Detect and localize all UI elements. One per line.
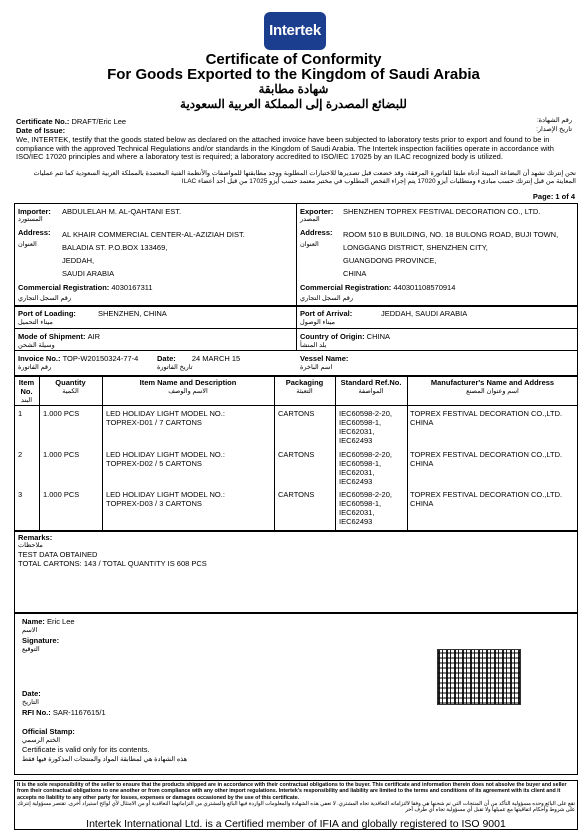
col-line-5 [407,376,408,531]
port-of-arrival-ar: ميناء الوصول [300,319,335,326]
title-arabic2: للبضائع المصدرة إلى المملكة العربية السعودية [180,97,407,111]
importer-name: ABDULELAH M. AL-QAHTANI EST. [62,207,182,216]
official-stamp-label: Official Stamp: [22,727,75,736]
vessel-name-label: Vessel Name: [300,354,349,363]
col-line-3 [274,376,275,531]
table-row-1-desc: LED HOLIDAY LIGHT MODEL NO.: TOPREX-D01 / 7 CARTONS [106,409,225,427]
invoice-date-label: Date: 24 MARCH 15 [157,354,241,363]
validity-note-ar: هذه الشهادة هي لمطابقة المواد والمنتجات المذكورة فيها فقط [22,756,188,763]
importer-address: AL KHAIR COMMERCIAL CENTER-AL-AZIZIAH DIST. BALADIA ST. P.O.BOX 133469, JEDDAH, SAUDI ARABIA [62,230,245,278]
table-row-2-pack: CARTONS [278,450,315,459]
table-row-1-item: 1 [18,409,23,418]
header-standard: Standard Ref.No. المواصفة [340,378,402,395]
remarks-text: TEST DATA OBTAINED TOTAL CARTONS: 143 / TOTAL QUANTITY IS 608 PCS [18,550,207,568]
exporter-reg-ar: رقم السجل التجاري [300,295,354,302]
country-of-origin-value: CHINA [366,332,391,341]
header-quantity: Quantity الكمية [55,378,86,395]
signer-name-ar: الاسم [22,627,38,634]
statement-arabic: نحن إنترتك نشهد أن البضاعة المبينة أدناه طبقا للفاتورة المرفقة، وقد خضعت قبل تصديرها للاختبارات المطلوبة ووجد مطابقتها للمواصفات والأنظمة الفنية المعتمدة بالمملكة العربية السعودية كما تتم عمليات المعاينة من قبل إنترتك حسب مبادىء ومتطلبات أيزو 17020 يتم إجراء الفحص المطلوب في مختبر معتمد حسب أيزو 17025 من قبل أحد أعضاء ILAC [33,170,576,185]
title-arabic1: شهادة مطابقة [258,82,329,96]
table-row-1-mfr: TOPREX FESTIVAL DECORATION CO.,LTD. CHINA [410,409,563,427]
table-row-1-std: IEC60598-2-20, IEC60598-1, IEC62031, IEC62493 [339,409,392,445]
shipping-row-line2 [14,350,578,351]
port-of-arrival-value: JEDDAH, SAUDI ARABIA [381,309,468,318]
table-row-3-pack: CARTONS [278,490,315,499]
table-row-2-desc: LED HOLIDAY LIGHT MODEL NO.: TOPREX-D02 / 5 CARTONS [106,450,225,468]
col-line-4 [335,376,336,531]
signer-name-label: Name: Eric Lee [22,617,75,626]
table-row-1-qty: 1.000 PCS [43,409,80,418]
page-number: Page: 1 of 4 [532,192,575,201]
port-of-loading-ar: ميناء التحميل [18,319,53,326]
exporter-address-label: Address: [300,228,333,237]
table-row-2-item: 2 [18,450,23,459]
country-of-origin-ar: بلد المنشأ [300,342,327,349]
table-row-3-qty: 1.000 PCS [43,490,80,499]
exporter-label-ar: المصدر [300,216,320,223]
certificate-no-ar: رقم الشهادة: [536,117,572,124]
shipping-row-line1 [14,328,578,329]
exporter-name: SHENZHEN TOPREX FESTIVAL DECORATION CO., LTD. [343,207,541,216]
exporter-reg-label: Commercial Registration: 440301108570914 [300,283,456,292]
mode-of-shipment-label: Mode of Shipment: AIR [18,332,101,341]
rfi-no-label: RFI No.: SAR-1167615/1 [22,708,106,717]
signature-label: Signature: [22,636,60,645]
header-item-no: Item No. البند [18,378,35,404]
port-of-loading-value: SHENZHEN, CHINA [98,309,167,318]
importer-reg-label: Commercial Registration: 4030167311 [18,283,153,292]
exporter-label: Exporter: [300,207,334,216]
sign-date-ar: التاريخ [22,699,39,706]
col-line-1 [39,376,40,531]
footer-membership: Intertek International Ltd. is a Certified member of IFIA and globally registered to ISO 9001 [86,818,506,830]
date-of-issue-label: Date of Issue: [16,126,66,135]
official-stamp-ar: الختم الرسمي [22,737,61,744]
items-table-header-line [14,405,578,406]
certificate-no-value: DRAFT/Eric Lee [71,117,127,126]
importer-address-ar: العنوان [18,241,37,248]
importer-label-ar: المستورد [18,216,43,223]
importer-label: Importer: [18,207,51,216]
invoice-date-ar: تاريخ الفاتورة [157,364,193,371]
table-row-3-std: IEC60598-2-20, IEC60598-1, IEC62031, IEC62493 [339,490,392,526]
sign-date-label: Date: [22,689,41,698]
country-of-origin-label: Country of Origin: CHINA [300,332,391,341]
importer-reg-value: 4030167311 [111,283,153,292]
title-line1: Certificate of Conformity [205,51,382,68]
vessel-name-ar: اسم الباخرة [300,364,333,371]
table-row-3-mfr: TOPREX FESTIVAL DECORATION CO.,LTD. CHINA [410,490,563,508]
statement-english: We, INTERTEK, testify that the goods stated below as declared on the attached invoice have been subjected to laboratory tests prior to export and found to be in compliance with the approved Technical Regulations and/or standards in the Kingdom of Saudi Arabia. The Intertek inspection facilities operate in accordance with ISO/IEC 17020 principles and where a laboratory test is required; a laboratory accredited to ISO/IEC 17025 by an ILAC recognized body is utilized. [16,135,554,161]
date-of-issue-ar: تاريخ الإصدار: [536,126,572,133]
invoice-no-value: TOP-W20150324-77-4 [62,354,139,363]
rfi-no-value: SAR-1167615/1 [52,708,106,717]
importer-address-label: Address: [18,228,51,237]
remarks-box [14,531,578,613]
intertek-logo [264,12,326,50]
mode-of-shipment-ar: وسيلة الشحن [18,342,55,349]
signer-name-value: Eric Lee [47,617,75,626]
certificate-no-label: Certificate No.: DRAFT/Eric Lee [16,117,127,126]
exporter-reg-value: 440301108570914 [393,283,456,292]
table-row-2-qty: 1.000 PCS [43,450,80,459]
logo-text: Intertek [269,22,321,39]
table-row-2-std: IEC60598-2-20, IEC60598-1, IEC62031, IEC62493 [339,450,392,486]
remarks-label: Remarks: [18,533,53,542]
invoice-date-value: 24 MARCH 15 [191,354,241,363]
footer-disclaimer-ar: تقع على البائع وحده مسؤولية التأكد من أن المنتجات التي تم شحنها هي وفقا لالتزاماته التعاقدية تجاه المشتري. لا تعفي هذه الشهادة والمعلومات الواردة فيها البائع والمشتري من التزاماتهما التعاقدية أو من الامتثال لأي لوائح استيراد أخرى. تقتصر مسؤولية إنترتك على شروط وأحكام اتفاقيتها مع عميلها ولا تقبل أي مسؤولية تجاه أي طرف آخر [17,801,575,814]
invoice-no-ar: رقم الفاتورة [18,364,52,371]
table-row-3-item: 3 [18,490,23,499]
invoice-no-label: Invoice No.: TOP-W20150324-77-4 [18,354,139,363]
remarks-label-ar: ملاحظات [18,542,43,549]
footer-disclaimer-en: It is the sole responsibility of the seller to ensure that the products shipped are in accordance with their contractual obligations to the buyer. This certificate and information therein does not absolve the buyer and seller from their contractual obligations to one another or from compliance with any other import regulations. Intertek's responsibility and liability are limited to the terms and conditions of its agreement with its client and it accepts no liability to any other party for losses, expenses or damages occasioned by the use of this certificate. [17,782,567,801]
header-packaging: Packaging التعبئة [285,378,324,395]
exporter-address: ROOM 510 B BUILDING, NO. 18 BULONG ROAD, BUJI TOWN, LONGGANG DISTRICT, SHENZHEN CITY, GUANGDONG PROVINCE, CHINA [343,230,559,278]
table-row-2-mfr: TOPREX FESTIVAL DECORATION CO.,LTD. CHINA [410,450,563,468]
table-row-1-pack: CARTONS [278,409,315,418]
header-manufacturer: Manufacturer's Name and Address اسم وعنوان المصنع [430,378,555,395]
col-line-2 [102,376,103,531]
importer-reg-ar: رقم السجل التجاري [18,295,72,302]
header-item-name: Item Name and Description الاسم والوصف [139,378,237,395]
table-row-3-desc: LED HOLIDAY LIGHT MODEL NO.: TOPREX-D03 / 3 CARTONS [106,490,225,508]
title-line2: For Goods Exported to the Kingdom of Saudi Arabia [107,66,480,83]
exporter-address-ar: العنوان [300,241,319,248]
port-of-loading-label: Port of Loading: [18,309,76,318]
validity-note: Certificate is valid only for its contents. [22,745,150,754]
mode-of-shipment-value: AIR [87,332,101,341]
parties-divider [296,203,297,306]
qr-code-image [437,649,521,705]
signature-ar: التوقيع [22,646,40,653]
port-of-arrival-label: Port of Arrival: [300,309,353,318]
